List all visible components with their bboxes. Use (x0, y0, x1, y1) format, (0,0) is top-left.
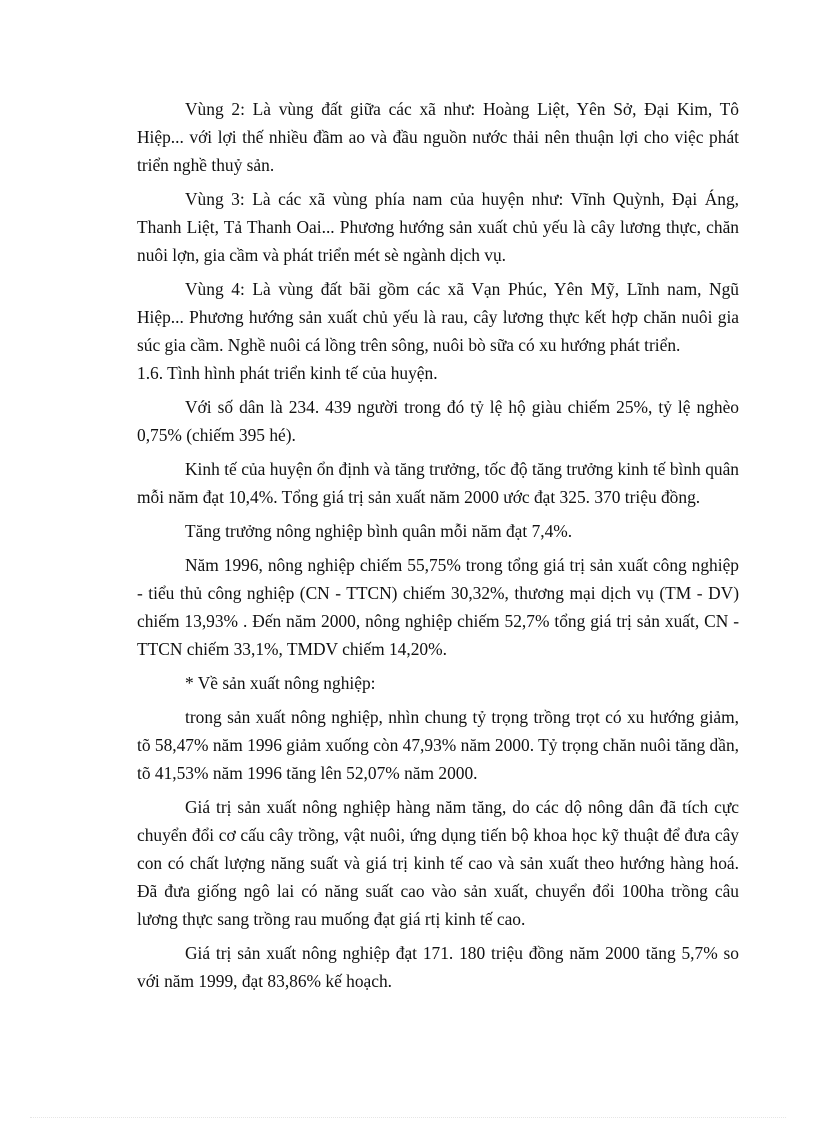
paragraph-agri-growth: Tăng trưởng nông nghiệp bình quân mỗi năm đạt 7,4%. (185, 521, 573, 541)
section-heading: 1.6. Tình hình phát triển kinh tế của huyện. (137, 363, 438, 383)
paragraph-vung-4: Vùng 4: Là vùng đất bãi gồm các xã Vạn Phúc, Yên Mỹ, Lĩnh nam, Ngũ Hiệp... Phương hướng sản xuất chủ yếu là rau, cây lương thực kết hợp chăn nuôi gia súc gia cầm. Nghề nuôi cá lồng trên sông, nuôi bò sữa có xu hướng phát triển. (137, 279, 739, 355)
document-body (137, 95, 739, 995)
subheading-agriculture: * Về sản xuất nông nghiệp: (185, 673, 376, 693)
paragraph-population: Với số dân là 234. 439 người trong đó tỷ lệ hộ giàu chiếm 25%, tỷ lệ nghèo 0,75% (chiếm 395 hé). (137, 397, 739, 445)
paragraph-vung-3: Vùng 3: Là các xã vùng phía nam của huyện như: Vĩnh Quỳnh, Đại Áng, Thanh Liệt, Tả Thanh Oai... Phương hướng sản xuất chủ yếu là cây lương thực, chăn nuôi lợn, gia cầm và phát triển mét sè ngành dịch vụ. (137, 189, 739, 265)
paragraph-agri-value: Giá trị sản xuất nông nghiệp hàng năm tăng, do các dộ nông dân đã tích cực chuyển đổi cơ cấu cây trồng, vật nuôi, ứng dụng tiến bộ khoa học kỹ thuật để đưa cây con có chất lượng năng suất và giá trị kinh tế cao và sản xuất theo hướng hàng hoá. Đã đưa giống ngô lai có năng suất cao vào sản xuất, chuyển đổi 100ha trồng câu lương thực sang trồng rau muống đạt giá rtị kinh tế cao. (137, 797, 739, 929)
paragraph-crop-share: trong sản xuất nông nghiệp, nhìn chung tỷ trọng trồng trọt có xu hướng giảm, tõ 58,47% năm 1996 giảm xuống còn 47,93% năm 2000. Tỷ trọng chăn nuôi tăng dần, tõ 41,53% năm 1996 tăng lên 52,07% năm 2000. (137, 707, 739, 783)
paragraph-agri-output: Giá trị sản xuất nông nghiệp đạt 171. 180 triệu đồng năm 2000 tăng 5,7% so với năm 1999, đạt 83,86% kế hoạch. (137, 943, 739, 991)
paragraph-structure: Năm 1996, nông nghiệp chiếm 55,75% trong tổng giá trị sản xuất công nghiệp - tiểu thủ công nghiệp (CN - TTCN) chiếm 30,32%, thương mại dịch vụ (TM - DV) chiếm 13,93% . Đến năm 2000, nông nghiệp chiếm 52,7% tổng giá trị sản xuất, CN - TTCN chiếm 33,1%, TMDV chiếm 14,20%. (137, 555, 739, 659)
paragraph-vung-2: Vùng 2: Là vùng đất giữa các xã như: Hoàng Liệt, Yên Sở, Đại Kim, Tô Hiệp... với lợi thế nhiều đầm ao và đầu nguồn nước thải nên thuận lợi cho việc phát triển nghề thuỷ sản. (137, 99, 739, 175)
paragraph-economy: Kinh tế của huyện ổn định và tăng trưởng, tốc độ tăng trưởng kinh tế bình quân mỗi năm đạt 10,4%. Tổng giá trị sản xuất năm 2000 ước đạt 325. 370 triệu đồng. (137, 459, 739, 507)
page-bottom-border (30, 1117, 786, 1118)
